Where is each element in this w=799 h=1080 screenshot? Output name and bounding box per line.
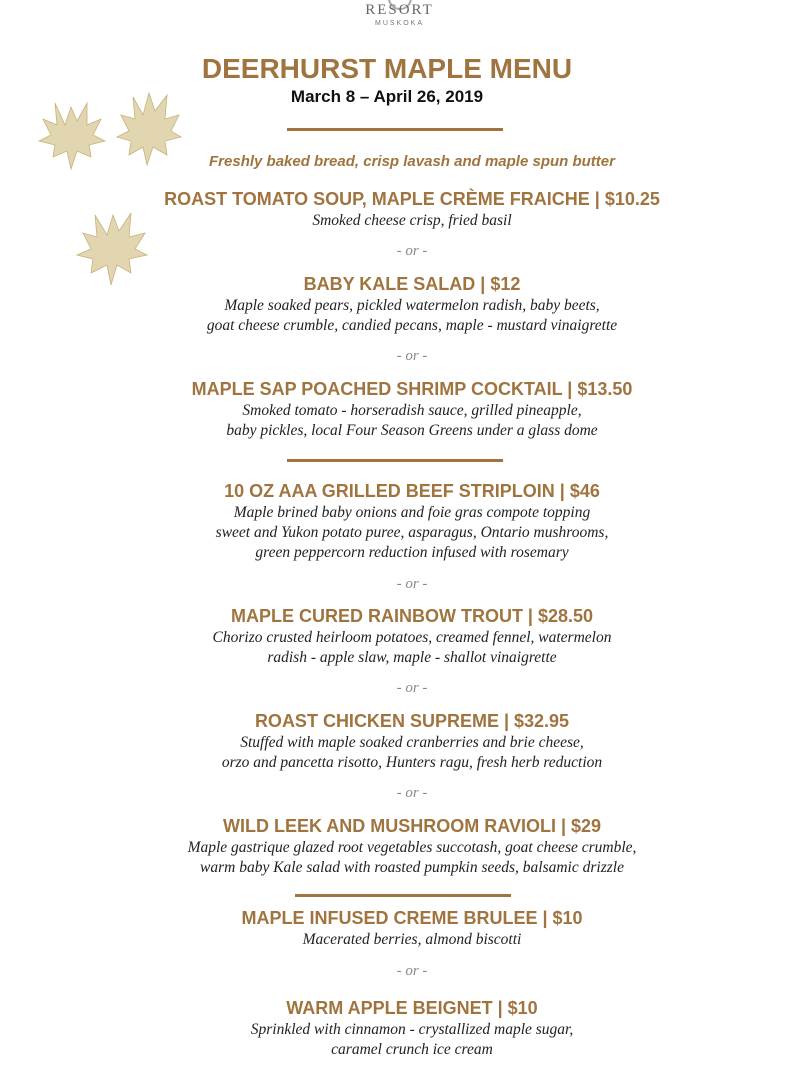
item-description-line: Stuffed with maple soaked cranberries and brie cheese, [240,734,584,751]
item-description-line: sweet and Yukon potato puree, asparagus, Ontario mushrooms, [215,524,609,541]
item-title: WILD LEEK AND MUSHROOM RAVIOLI | $29 [222,816,602,836]
divider-top [287,128,503,131]
or-separator: - or - [396,785,428,801]
intro-text: Freshly baked bread, crisp lavash and maple spun butter [209,153,615,170]
item-description-line: baby pickles, local Four Season Greens under a glass dome [226,422,598,439]
item-description-line: radish - apple slaw, maple - shallot vinaigrette [267,649,557,666]
item-title: MAPLE SAP POACHED SHRIMP COCKTAIL | $13.50 [191,379,633,399]
or-separator: - or - [396,680,428,696]
item-description-line: warm baby Kale salad with roasted pumpkin seeds, balsamic drizzle [200,859,624,876]
divider-desserts [295,894,511,897]
item-description-line: Smoked tomato - horseradish sauce, grilled pineapple, [242,402,582,419]
item-description-line: Smoked cheese crisp, fried basil [312,212,512,229]
item-title: ROAST TOMATO SOUP, MAPLE CRÈME FRAICHE | $10.25 [164,189,660,209]
item-description-line: Maple soaked pears, pickled watermelon radish, baby beets, [224,297,600,314]
divider-mains [287,459,503,462]
or-separator: - or - [396,576,428,592]
logo-location: MUSKOKA [374,20,424,27]
item-description-line: Maple gastrique glazed root vegetables succotash, goat cheese crumble, [187,839,637,856]
menu-item-mushroom-ravioli [0,814,799,878]
item-title: WARM APPLE BEIGNET | $10 [286,998,538,1018]
item-description-line: orzo and pancetta risotto, Hunters ragu, fresh herb reduction [221,754,603,771]
menu-title: DEERHURST MAPLE MENU [201,53,573,84]
or-separator: - or - [396,243,428,259]
item-description-line: Sprinkled with cinnamon - crystallized maple sugar, [250,1021,574,1038]
or-separator: - or - [396,348,428,364]
menu-item-chicken-supreme [0,709,799,773]
item-title: ROAST CHICKEN SUPREME | $32.95 [254,711,570,731]
menu-item-shrimp-cocktail [0,377,799,441]
menu-item-apple-beignet [0,996,799,1060]
logo-brand: RESORT [365,2,434,18]
menu-item-baby-kale-salad [0,272,799,336]
menu-item-beef-striploin [0,479,799,563]
menu-item-rainbow-trout [0,604,799,668]
item-description-line: goat cheese crumble, candied pecans, maple - mustard vinaigrette [206,317,618,334]
or-separator: - or - [396,963,428,979]
item-title: BABY KALE SALAD | $12 [303,274,521,294]
item-description-line: Chorizo crusted heirloom potatoes, creamed fennel, watermelon [212,629,612,646]
menu-dates: March 8 – April 26, 2019 [290,87,484,106]
item-title: MAPLE INFUSED CREME BRULEE | $10 [241,908,583,928]
menu-item-creme-brulee [0,906,799,950]
menu-item-roast-tomato-soup [0,187,799,231]
item-description-line: Maple brined baby onions and foie gras compote topping [233,504,591,521]
item-description-line: green peppercorn reduction infused with rosemary [255,544,569,561]
item-description-line: Macerated berries, almond biscotti [302,931,522,948]
item-title: 10 OZ AAA GRILLED BEEF STRIPLOIN | $46 [224,481,600,501]
item-description-line: caramel crunch ice cream [331,1041,493,1058]
item-title: MAPLE CURED RAINBOW TROUT | $28.50 [230,606,594,626]
